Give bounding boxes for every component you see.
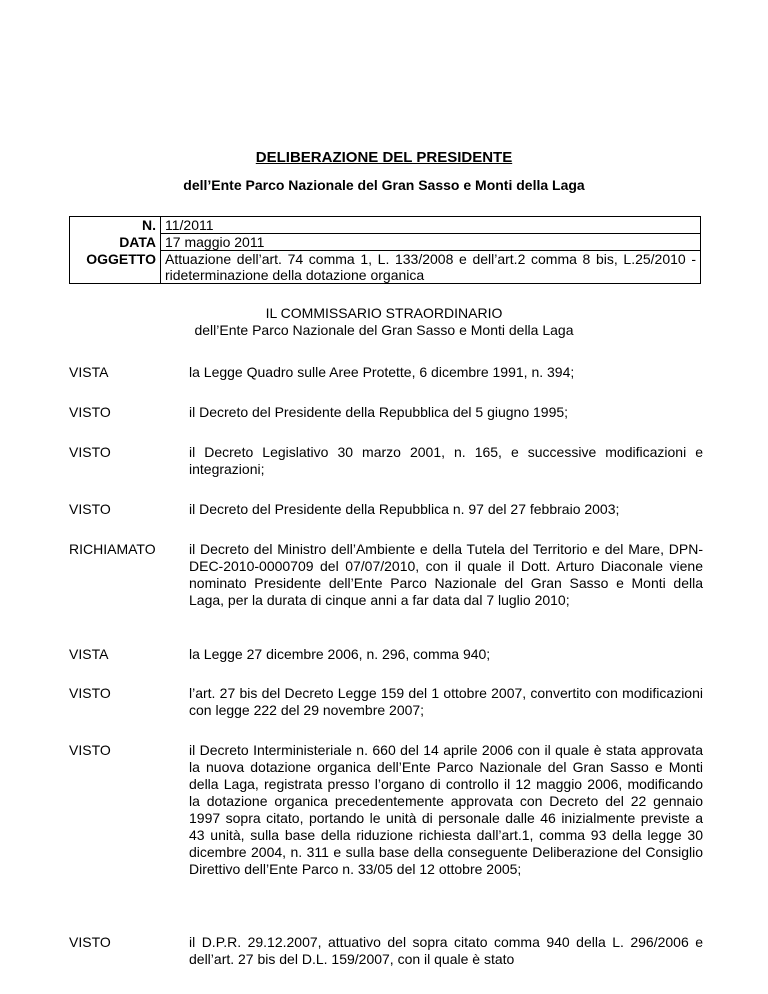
recital-entry <box>69 646 703 663</box>
meta-oggetto-label: OGGETTO <box>70 251 161 284</box>
recital-text: la Legge Quadro sulle Aree Protette, 6 dicembre 1991, n. 394; <box>189 364 575 380</box>
recital-entry <box>69 364 703 381</box>
recital-label: VISTA <box>69 364 109 380</box>
recital-text: il Decreto del Presidente della Repubblica del 5 giugno 1995; <box>189 404 569 420</box>
recital-text: il Decreto del Presidente della Repubblica n. 97 del 27 febbraio 2003; <box>189 501 620 517</box>
recital-label: VISTO <box>69 404 111 420</box>
deliberation-meta-table <box>69 216 701 284</box>
recital-text: il Decreto Interministeriale n. 660 del 14 aprile 2006 con il quale è stata approvata la nuova dotazione organica dell’Ente Parco Nazionale del Gran Sasso e Monti della Laga, registrata presso l’organo di controllo il 12 maggio 2006, modificando la dotazione organica precedentemente approvata con Decreto del 22 gennaio 1997 sopra citato, portando le unità di personale dalle 46 inizialmente previste a 43 unità, sulla base della riduzione richiesta dall’art.1, comma 93 della legge 30 dicembre 2004, n. 311 e sulla base della conseguente Deliberazione del Consiglio Direttivo dell’Ente Parco n. 33/05 del 12 ottobre 2005; <box>189 742 703 877</box>
recital-label: RICHIAMATO <box>69 541 156 557</box>
recital-text: l’art. 27 bis del Decreto Legge 159 del 1 ottobre 2007, convertito con modificazioni con legge 222 del 29 novembre 2007; <box>189 685 703 718</box>
recital-label: VISTA <box>69 646 109 662</box>
recital-entry <box>69 685 703 719</box>
meta-data-label: DATA <box>70 234 161 251</box>
recital-label: VISTO <box>69 444 111 460</box>
meta-n-label: N. <box>70 217 161 234</box>
commissario-heading <box>0 305 768 339</box>
recital-label: VISTO <box>69 742 111 758</box>
recital-label: VISTO <box>69 685 111 701</box>
recital-label: VISTO <box>69 501 111 517</box>
recital-text: il Decreto Legislativo 30 marzo 2001, n. 165, e successive modificazioni e integrazioni; <box>189 444 703 477</box>
recital-text: la Legge 27 dicembre 2006, n. 296, comma 940; <box>189 646 491 662</box>
commissario-title: IL COMMISSARIO STRAORDINARIO <box>265 305 503 321</box>
recital-entry <box>69 934 703 968</box>
recital-text: il Decreto del Ministro dell’Ambiente e della Tutela del Territorio e del Mare, DPN-DEC-2010-0000709 del 07/07/2010, con il quale il Dott. Arturo Diaconale viene nominato Presidente dell’Ente Parco Nazionale del Gran Sasso e Monti della Laga, per la durata di cinque anni a far data dal 7 luglio 2010; <box>189 541 703 608</box>
meta-oggetto-value: Attuazione dell’art. 74 comma 1, L. 133/2008 e dell’art.2 comma 8 bis, L.25/2010 - rideterminazione della dotazione organica <box>161 251 701 284</box>
recital-entry <box>69 404 703 421</box>
commissario-subtitle: dell’Ente Parco Nazionale del Gran Sasso e Monti della Laga <box>194 322 574 338</box>
meta-n-value: 11/2011 <box>161 217 701 234</box>
recital-text: il D.P.R. 29.12.2007, attuativo del sopra citato comma 940 della L. 296/2006 e dell’art. 27 bis del D.L. 159/2007, con il quale è stato <box>189 934 703 967</box>
recital-entry <box>69 541 703 609</box>
meta-data-value: 17 maggio 2011 <box>161 234 701 251</box>
recital-entry <box>69 501 703 518</box>
recital-entry <box>69 444 703 478</box>
recital-entry <box>69 742 703 878</box>
recital-label: VISTO <box>69 934 111 950</box>
document-title: DELIBERAZIONE DEL PRESIDENTE <box>255 149 513 166</box>
document-subtitle: dell’Ente Parco Nazionale del Gran Sasso e Monti della Laga <box>183 177 585 193</box>
